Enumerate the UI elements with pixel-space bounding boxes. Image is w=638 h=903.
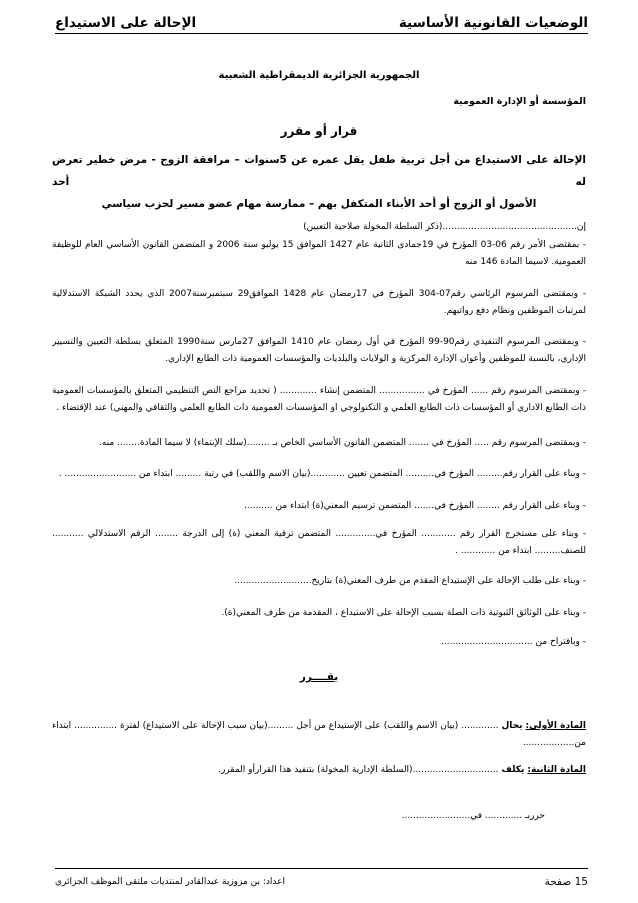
preamble-item: - وبناء على الوثائق الثبوتية ذات الصلة بسبب الإحالة على الاستيداع ، المقدمة من طرف المعني(ة).: [221, 608, 586, 618]
header-section-title: الوضعيات القانونية الأساسية: [398, 15, 588, 31]
decides-label: يقــــرر: [299, 671, 339, 683]
article-1-label: المادة الأولى:: [525, 721, 586, 731]
preamble-item: - وبناء على القرار رقم ........ المؤرخ في....... المتضمن ترسيم المعني(ة) ابتداء من ..........: [244, 501, 586, 511]
preamble-item: - وبمقتضى المرسوم رقم ...... المؤرخ في ................ المتضمن إنشاء ............. ( تحديد مراجع النص التنظيمي المتعلق بالمؤسسات العمومية ذات الطابع الاداري أو المؤسسات ذات الطابع العلمي و التكنولوجي او المؤسسات العمومية ذات الطابع العلمي والثقافي والمهني) عند الإقتضاء .: [52, 386, 586, 413]
article-2-verb: يكلف: [501, 765, 525, 775]
decision-title-line-1: الإحالة على الاستيداع من أجل تربية طفل يقل عمره عن 5سنوات – مرافقة الزوج - مرض خطير تعرض له أحد: [52, 154, 586, 188]
preamble-item: - بمقتضى الأمر رقم 06-03 المؤرخ في 19جمادى الثانية عام 1427 الموافق 15 يوليو سنة 2006 و المتضمن القانون الأساسي العام للوظيفة العمومية. لاسيما المادة 146 منه: [52, 240, 586, 267]
preamble-item: - وباقتراح من ................................: [441, 637, 586, 647]
institution-label: المؤسسة أو الإدارة العمومية: [453, 96, 586, 107]
page-header: [55, 10, 588, 34]
preamble-item: - وبمقتضى المرسوم رقم ..... المؤرخ في ....... المتضمن القانون الأساسي الخاص بـ ........(سلك الإنتماء) لا سيما المادة........ منه.: [98, 438, 586, 448]
header-topic-title: الإحالة على الاستيداع: [55, 15, 197, 31]
document-body: [52, 68, 586, 866]
preamble-item: - وبمقتضى المرسوم التنفيذي رقم90-99 المؤرخ في أول رمضان عام 1410 الموافق 27مارس سنة1990 المتعلق بسلطة التعيين والتسيير الإداري، بالنسبة للموظفين وأعوان الإدارة المركزية و الولايات والبلديات والمؤسسات العمومية ذات الطابع الإداري.: [52, 337, 586, 364]
article-2: [52, 762, 586, 779]
preamble-item: - وبناء على طلب الإحالة على الإستيداع المقدم من طرف المعني(ة) بتاريخ...........................: [234, 576, 586, 586]
article-1-text: ............. (بيان الاسم واللقب) على الإستيداع من أجل .........(بيان سبب الإحالة على الاستيداع) لفترة ............... ابتداء من..................: [52, 721, 586, 748]
decision-heading: قرار أو مقرر: [280, 124, 358, 138]
preamble-item: - وبمقتضى المرسوم الرئاسي رقم07-304 المؤرخ في 17رمضان عام 1428 الموافق29 سبتمبرسنة2007 الذي يحدد الشبكة الاستدلالية لمرتبات الموظفين ونظام دفع رواتبهم.: [52, 289, 586, 316]
signature-line: حرربـ ............. في........................: [401, 811, 545, 821]
authority-line: إن...............................................(ذكر السلطة المخولة صلاحية التعيين): [303, 222, 586, 232]
article-2-text: ..............................(السلطة الإدارية المخولة) بتنفيذ هذا القرارأو المقرر.: [218, 765, 499, 775]
page-footer: [55, 868, 588, 891]
article-2-label: المادة الثانية:: [527, 765, 586, 775]
article-1-verb: يحال: [501, 721, 523, 731]
article-1: [52, 718, 586, 752]
decides-heading: [52, 669, 586, 686]
preamble-item: - وبناء على مستخرج القرار رقم ............ المؤرخ في.............. المتضمن ترقية المعني (ة) إلى الدرجة ........ الرقم الاستدلالي ........... للصنف......... ابتداء من ............ .: [52, 529, 586, 556]
decision-title-line-2: الأصول أو الزوج أو أحد الأبناء المتكفل بهم – ممارسة مهام عضو مسير لحزب سياسي: [101, 198, 537, 210]
author-credit: اعداد: بن مزوزية عبدالقادر لمنتديات ملتقى الموظف الجزائري: [55, 877, 286, 887]
republic-name: الجمهورية الجزائرية الديمقراطية الشعبية: [218, 70, 420, 81]
page-number: 15 صفحة: [544, 876, 588, 888]
preamble-item: - وبناء على القرار رقم......... المؤرخ في.......... المتضمن تعيين ............(بيان الاسم واللقب) في رتبة ......... ابتداء من ......................... .: [58, 469, 586, 479]
